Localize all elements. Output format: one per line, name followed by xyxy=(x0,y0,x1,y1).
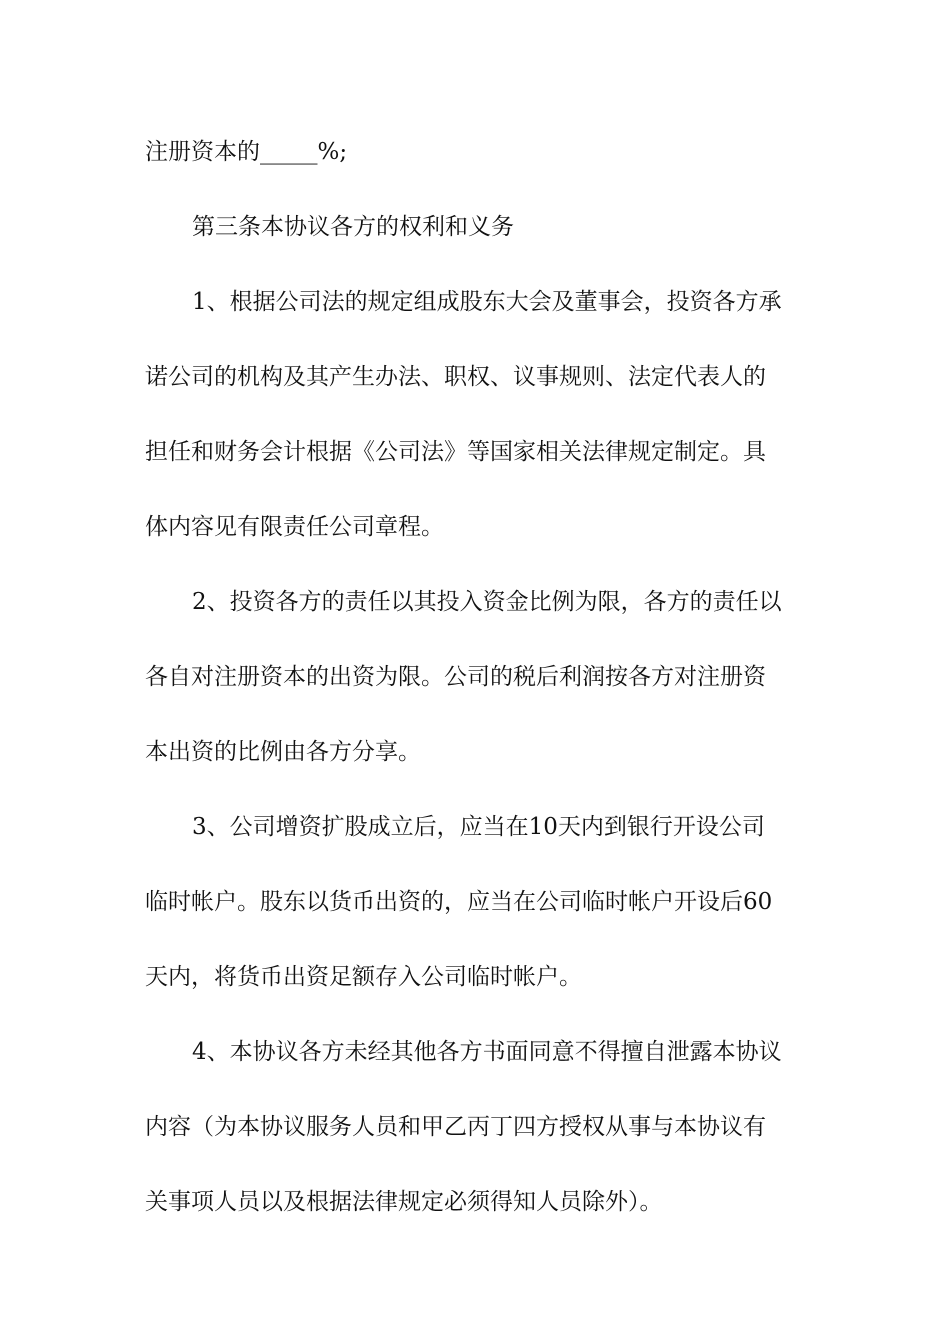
clause-3-line-1: 3、公司增资扩股成立后，应当在10天内到银行开设公司 xyxy=(192,814,765,840)
clause-1-line-4: 体内容见有限责任公司章程。 xyxy=(145,514,444,540)
clause-3-line-2: 临时帐户。股东以货币出资的，应当在公司临时帐户开设后60 xyxy=(145,889,773,915)
text-line-registered-capital: 注册资本的_____%; xyxy=(145,139,348,165)
clause-4-line-2: 内容（为本协议服务人员和甲乙丙丁四方授权从事与本协议有 xyxy=(145,1114,766,1140)
clause-2-line-3: 本出资的比例由各方分享。 xyxy=(145,739,421,765)
clause-1-line-2: 诺公司的机构及其产生办法、职权、议事规则、法定代表人的 xyxy=(145,364,766,390)
clause-3-line-3: 天内，将货币出资足额存入公司临时帐户。 xyxy=(145,964,582,990)
clause-2-line-2: 各自对注册资本的出资为限。公司的税后利润按各方对注册资 xyxy=(145,664,766,690)
article-three-heading: 第三条本协议各方的权利和义务 xyxy=(192,214,514,240)
clause-1-line-3: 担任和财务会计根据《公司法》等国家相关法律规定制定。具 xyxy=(145,439,766,465)
clause-2-line-1: 2、投资各方的责任以其投入资金比例为限，各方的责任以 xyxy=(192,589,782,615)
clause-4-line-1: 4、本协议各方未经其他各方书面同意不得擅自泄露本协议 xyxy=(192,1039,782,1065)
clause-4-line-3: 关事项人员以及根据法律规定必须得知人员除外）。 xyxy=(145,1189,663,1215)
clause-1-line-1: 1、根据公司法的规定组成股东大会及董事会，投资各方承 xyxy=(192,289,782,315)
